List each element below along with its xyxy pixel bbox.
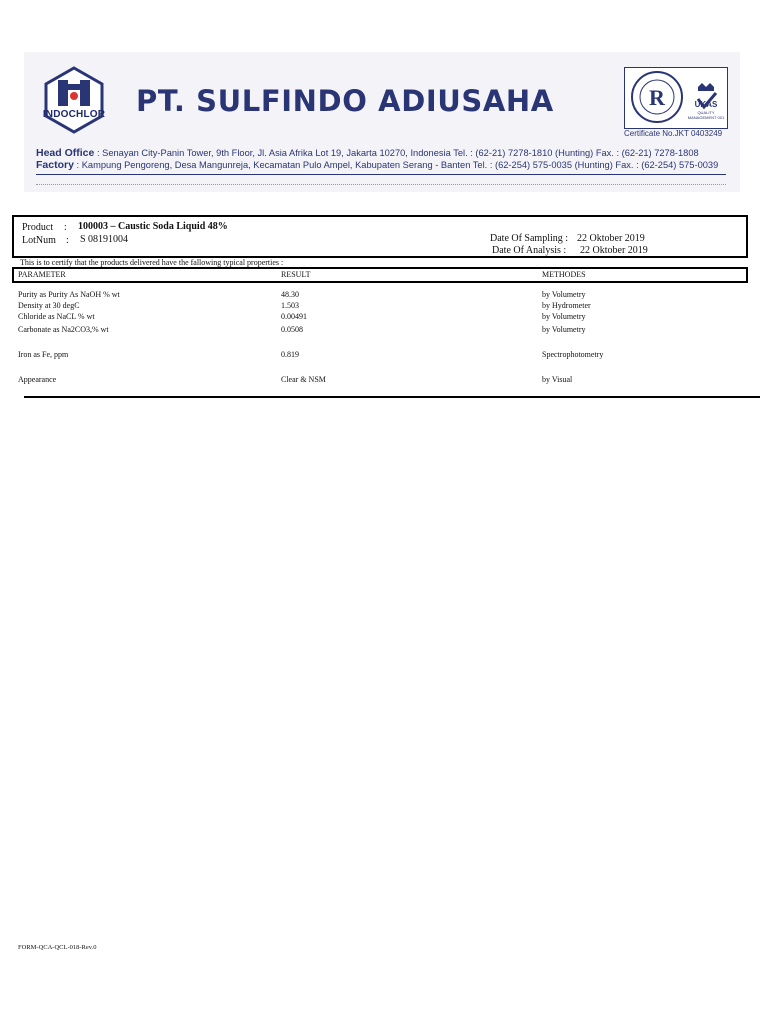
ukas-sublabel: QUALITY MANAGEMENT 001 — [687, 110, 725, 120]
product-value: 100003 – Caustic Soda Liquid 48% — [78, 221, 228, 232]
letterhead-divider — [36, 174, 726, 175]
row-6-method: by Visual — [542, 375, 573, 384]
head-office-label: Head Office — [36, 147, 95, 159]
table-bottom-rule — [24, 396, 760, 398]
ukas-label: UKAS — [694, 100, 718, 109]
form-code: FORM-QCA-QCL-018-Rev.0 — [18, 944, 97, 951]
row-6-result: Clear & NSM — [281, 375, 326, 384]
letterhead-dotted-divider — [36, 184, 726, 185]
row-2-method: by Hydrometer — [542, 301, 591, 310]
factory-text: : Kampung Pengoreng, Desa Mangunreja, Kecamatan Pulo Ampel, Kabupaten Serang - Banten Tel. : (62-254) 575-0035 (Hunting) Fax. : (62-254) 575-0039 — [76, 160, 719, 170]
lot-colon: : — [66, 235, 69, 246]
row-2-parameter: Density at 30 degC — [18, 301, 80, 310]
row-3-method: by Volumetry — [542, 312, 586, 321]
analysis-date-value: 22 Oktober 2019 — [580, 245, 648, 256]
logo-text: INDOCHLOR — [42, 109, 106, 120]
indochlor-logo-icon — [40, 66, 108, 134]
row-3-parameter: Chloride as NaCL % wt — [18, 312, 95, 321]
row-1-parameter: Purity as Purity As NaOH % wt — [18, 290, 120, 299]
analysis-date-label: Date Of Analysis : — [492, 245, 567, 256]
sampling-date-value: 22 Oktober 2019 — [577, 233, 645, 244]
row-4-method: by Volumetry — [542, 325, 586, 334]
row-3-result: 0.00491 — [281, 312, 307, 321]
row-1-result: 48.30 — [281, 290, 299, 299]
company-name: PT. SULFINDO ADIUSAHA — [136, 84, 554, 118]
row-5-parameter: Iron as Fe, ppm — [18, 350, 69, 359]
sampling-date-label: Date Of Sampling : — [490, 233, 569, 244]
row-5-method: Spectrophotometry — [542, 350, 604, 359]
row-5-result: 0.819 — [281, 350, 299, 359]
certificate-number: Certificate No.JKT 0403249 — [624, 129, 723, 138]
factory-label: Factory — [36, 159, 74, 171]
head-office-text: : Senayan City-Panin Tower, 9th Floor, Jl. Asia Afrika Lot 19, Jakarta 10270, Indonesia Tel. : (62-21) 7278-1810 (Hunting) Fax. : (62-21) 7278-1808 — [96, 148, 699, 158]
row-4-parameter: Carbonate as Na2CO3,% wt — [18, 325, 109, 334]
row-2-result: 1.503 — [281, 301, 299, 310]
row-4-result: 0.0508 — [281, 325, 303, 334]
column-header-method: METHODES — [542, 270, 586, 279]
row-1-method: by Volumetry — [542, 290, 586, 299]
product-colon: : — [64, 222, 67, 233]
row-6-parameter: Appearance — [18, 375, 57, 384]
lot-value: S 08191004 — [80, 234, 129, 245]
column-header-result: RESULT — [281, 270, 311, 279]
svg-text:R: R — [649, 85, 665, 110]
factory-address — [36, 159, 718, 171]
column-header-parameter: PARAMETER — [18, 270, 66, 279]
product-label: Product — [22, 222, 54, 233]
table-header-box — [12, 267, 748, 283]
certification-statement: This is to certify that the products delivered have the fallowing typical properties : — [20, 258, 284, 267]
lot-label: LotNum — [22, 235, 56, 246]
head-office-address — [36, 147, 699, 159]
quality-seal-icon — [628, 69, 686, 125]
